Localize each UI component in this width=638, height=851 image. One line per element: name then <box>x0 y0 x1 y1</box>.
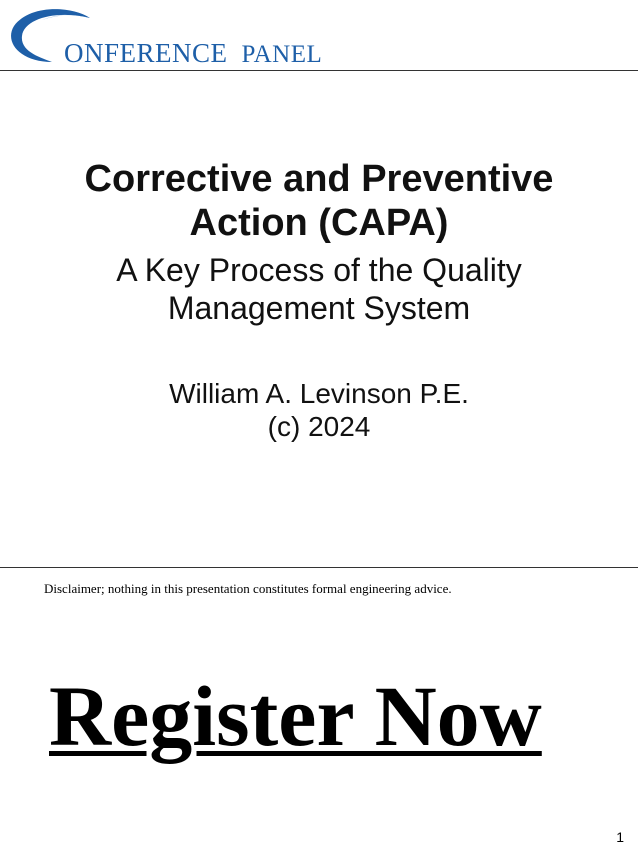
slide-subtitle <box>0 251 638 327</box>
logo-main-text: ONFERENCE <box>64 38 228 68</box>
register-now-link[interactable]: Register Now <box>49 668 542 764</box>
conference-panel-logo[interactable] <box>6 6 346 68</box>
title-slide <box>0 71 638 567</box>
slide-title-line-1: Corrective and Preventive <box>84 158 554 200</box>
slide-divider <box>0 567 638 568</box>
logo-text <box>64 40 322 67</box>
slide-author-block <box>0 377 638 443</box>
slide-subtitle-line-1: A Key Process of the Quality <box>116 252 522 288</box>
slide-title <box>0 157 638 245</box>
slide-title-line-2: Action (CAPA) <box>189 202 449 244</box>
slide-subtitle-line-2: Management System <box>167 290 471 326</box>
header <box>0 0 638 71</box>
logo-panel-text: PANEL <box>241 41 323 68</box>
slide-author: William A. Levinson P.E. <box>169 378 469 409</box>
slide-copyright: (c) 2024 <box>267 411 371 442</box>
page-number: 1 <box>616 829 624 845</box>
disclaimer-text: Disclaimer; nothing in this presentation constitutes formal engineering advice. <box>44 581 452 596</box>
